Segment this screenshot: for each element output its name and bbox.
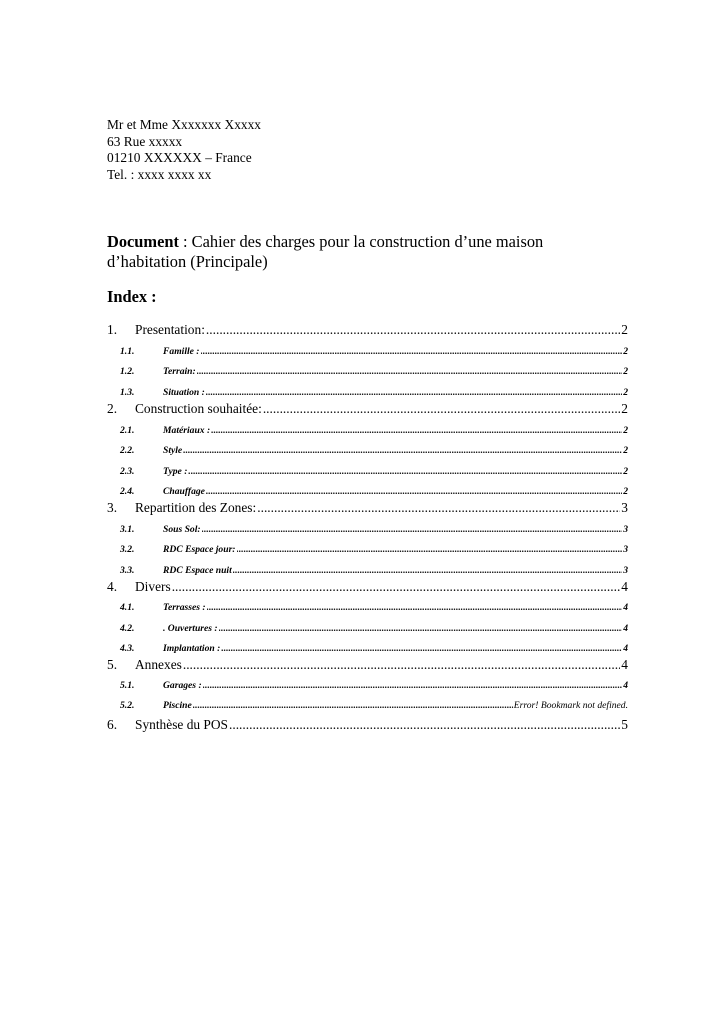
- toc-leader-dots: [233, 565, 622, 577]
- toc-entry-title: RDC Espace nuit: [163, 565, 232, 576]
- toc-subentry[interactable]: [107, 565, 628, 577]
- toc-leader-dots: [193, 700, 513, 712]
- toc-entry-title: Terrain:: [163, 366, 196, 377]
- toc-subentry[interactable]: [107, 445, 628, 457]
- toc-leader-dots: [197, 366, 623, 378]
- toc-leader-dots: [211, 425, 622, 437]
- toc-entry-number: 4.2.: [120, 623, 135, 634]
- toc-entry-number: 2.: [107, 401, 118, 416]
- toc-entry-title: Piscine: [163, 700, 192, 711]
- toc-leader-dots: [183, 445, 622, 457]
- toc-entry-title: Type :: [163, 466, 188, 477]
- toc-page-number: 2: [623, 366, 628, 377]
- toc-leader-dots: [263, 400, 620, 417]
- toc-entry-number: 5.2.: [120, 700, 135, 711]
- document-title: [107, 232, 577, 272]
- toc-entry-title: Matériaux :: [163, 425, 211, 436]
- toc-entry-number: 4.: [107, 579, 118, 594]
- toc-entry-title: Sous Sol:: [163, 524, 201, 535]
- toc-entry-number: 1.: [107, 322, 118, 337]
- toc-entry-number: 1.2.: [120, 366, 135, 377]
- toc-page-number: 5: [621, 717, 628, 732]
- toc-entry-number: 6.: [107, 717, 118, 732]
- toc-entry-title: Famille :: [163, 346, 200, 357]
- toc-entry-title: Chauffage: [163, 486, 205, 497]
- toc-leader-dots: [203, 680, 623, 692]
- toc-leader-dots: [229, 716, 620, 733]
- toc-entry-title: Terrasses :: [163, 602, 206, 613]
- toc-entry[interactable]: [107, 499, 628, 516]
- toc-page-number: Error! Bookmark not defined.: [513, 700, 628, 711]
- toc-entry-title: Construction souhaitée:: [135, 401, 262, 416]
- index-heading: Index :: [107, 287, 157, 306]
- sender-city: 01210 XXXXXX – France: [107, 150, 252, 166]
- toc-page-number: 4: [621, 657, 628, 672]
- toc-page-number: 2: [623, 425, 628, 436]
- toc-entry-number: 3.1.: [120, 524, 135, 535]
- toc-leader-dots: [237, 544, 623, 556]
- toc-entry-title: Synthèse du POS: [135, 717, 229, 732]
- toc-leader-dots: [219, 623, 623, 635]
- toc-leader-dots: [201, 346, 623, 358]
- toc-page-number: 4: [623, 602, 628, 613]
- toc-page-number: 2: [621, 401, 628, 416]
- toc-entry[interactable]: [107, 656, 628, 673]
- toc-page-number: 3: [621, 500, 628, 515]
- toc-subentry[interactable]: [107, 544, 628, 556]
- toc-subentry[interactable]: [107, 643, 628, 655]
- toc-subentry[interactable]: [107, 524, 628, 536]
- toc-entry-number: 1.1.: [120, 346, 135, 357]
- toc-subentry[interactable]: [107, 346, 628, 358]
- toc-leader-dots: [207, 602, 623, 614]
- toc-entry-number: 2.3.: [120, 466, 135, 477]
- toc-subentry[interactable]: [107, 680, 628, 692]
- toc-subentry[interactable]: [107, 602, 628, 614]
- toc-entry-title: . Ouvertures :: [163, 623, 218, 634]
- toc-entry-number: 2.2.: [120, 445, 135, 456]
- toc-leader-dots: [206, 321, 620, 338]
- toc-leader-dots: [202, 524, 623, 536]
- toc-entry[interactable]: [107, 400, 628, 417]
- toc-page-number: 2: [623, 445, 628, 456]
- sender-name: Mr et Mme Xxxxxxx Xxxxx: [107, 117, 261, 132]
- toc-page-number: 3: [623, 544, 628, 555]
- sender-phone: Tel. : xxxx xxxx xx: [107, 166, 212, 182]
- toc-subentry[interactable]: [107, 466, 628, 478]
- toc-subentry[interactable]: [107, 486, 628, 498]
- toc-entry-number: 1.3.: [120, 387, 135, 398]
- toc-page-number: 4: [623, 623, 628, 634]
- toc-leader-dots: [172, 578, 621, 595]
- toc-entry-title: Annexes: [135, 657, 182, 672]
- toc-entry-number: 3.2.: [120, 544, 135, 555]
- toc-page-number: 2: [623, 486, 628, 497]
- toc-entry[interactable]: [107, 578, 628, 595]
- toc-entry-title: Presentation:: [135, 322, 205, 337]
- toc-entry-number: 4.3.: [120, 643, 135, 654]
- toc-entry[interactable]: [107, 716, 628, 733]
- document-title-text: : Cahier des charges pour la construction d’une maison d’habitation (Principale): [107, 232, 544, 271]
- toc-entry-number: 4.1.: [120, 602, 135, 613]
- toc-entry-title: Divers: [135, 579, 171, 594]
- toc-entry-title: Repartition des Zones:: [135, 500, 257, 515]
- toc-page-number: 2: [623, 387, 628, 398]
- toc-entry-title: Style: [163, 445, 183, 456]
- toc-entry-title: RDC Espace jour:: [163, 544, 236, 555]
- toc-leader-dots: [183, 656, 620, 673]
- toc-subentry[interactable]: [107, 366, 628, 378]
- toc-entry[interactable]: [107, 321, 628, 338]
- toc-entry-number: 5.: [107, 657, 118, 672]
- toc-leader-dots: [206, 486, 622, 498]
- toc-entry-number: 2.4.: [120, 486, 135, 497]
- toc-page-number: 4: [623, 643, 628, 654]
- sender-street: 63 Rue xxxxx: [107, 133, 183, 149]
- toc-entry-number: 5.1.: [120, 680, 135, 691]
- toc-leader-dots: [206, 387, 622, 399]
- toc-entry-number: 3.3.: [120, 565, 135, 576]
- toc-entry-number: 3.: [107, 500, 118, 515]
- toc-subentry[interactable]: [107, 387, 628, 399]
- toc-entry-title: Implantation :: [163, 643, 221, 654]
- toc-entry-title: Garages :: [163, 680, 202, 691]
- toc-page-number: 2: [623, 346, 628, 357]
- toc-leader-dots: [257, 499, 620, 516]
- toc-page-number: 2: [621, 322, 628, 337]
- toc-subentry[interactable]: [107, 425, 628, 437]
- toc-page-number: 3: [623, 524, 628, 535]
- toc-subentry[interactable]: [107, 700, 628, 712]
- document-label: Document: [107, 232, 179, 251]
- toc-entry-number: 2.1.: [120, 425, 135, 436]
- toc-page-number: 2: [623, 466, 628, 477]
- toc-page-number: 4: [621, 579, 628, 594]
- sender-address: [107, 117, 261, 183]
- toc-page-number: 4: [623, 680, 628, 691]
- toc-entry-title: Situation :: [163, 387, 205, 398]
- toc-leader-dots: [221, 643, 622, 655]
- toc-page-number: 3: [623, 565, 628, 576]
- toc-subentry[interactable]: [107, 623, 628, 635]
- toc-leader-dots: [188, 466, 622, 478]
